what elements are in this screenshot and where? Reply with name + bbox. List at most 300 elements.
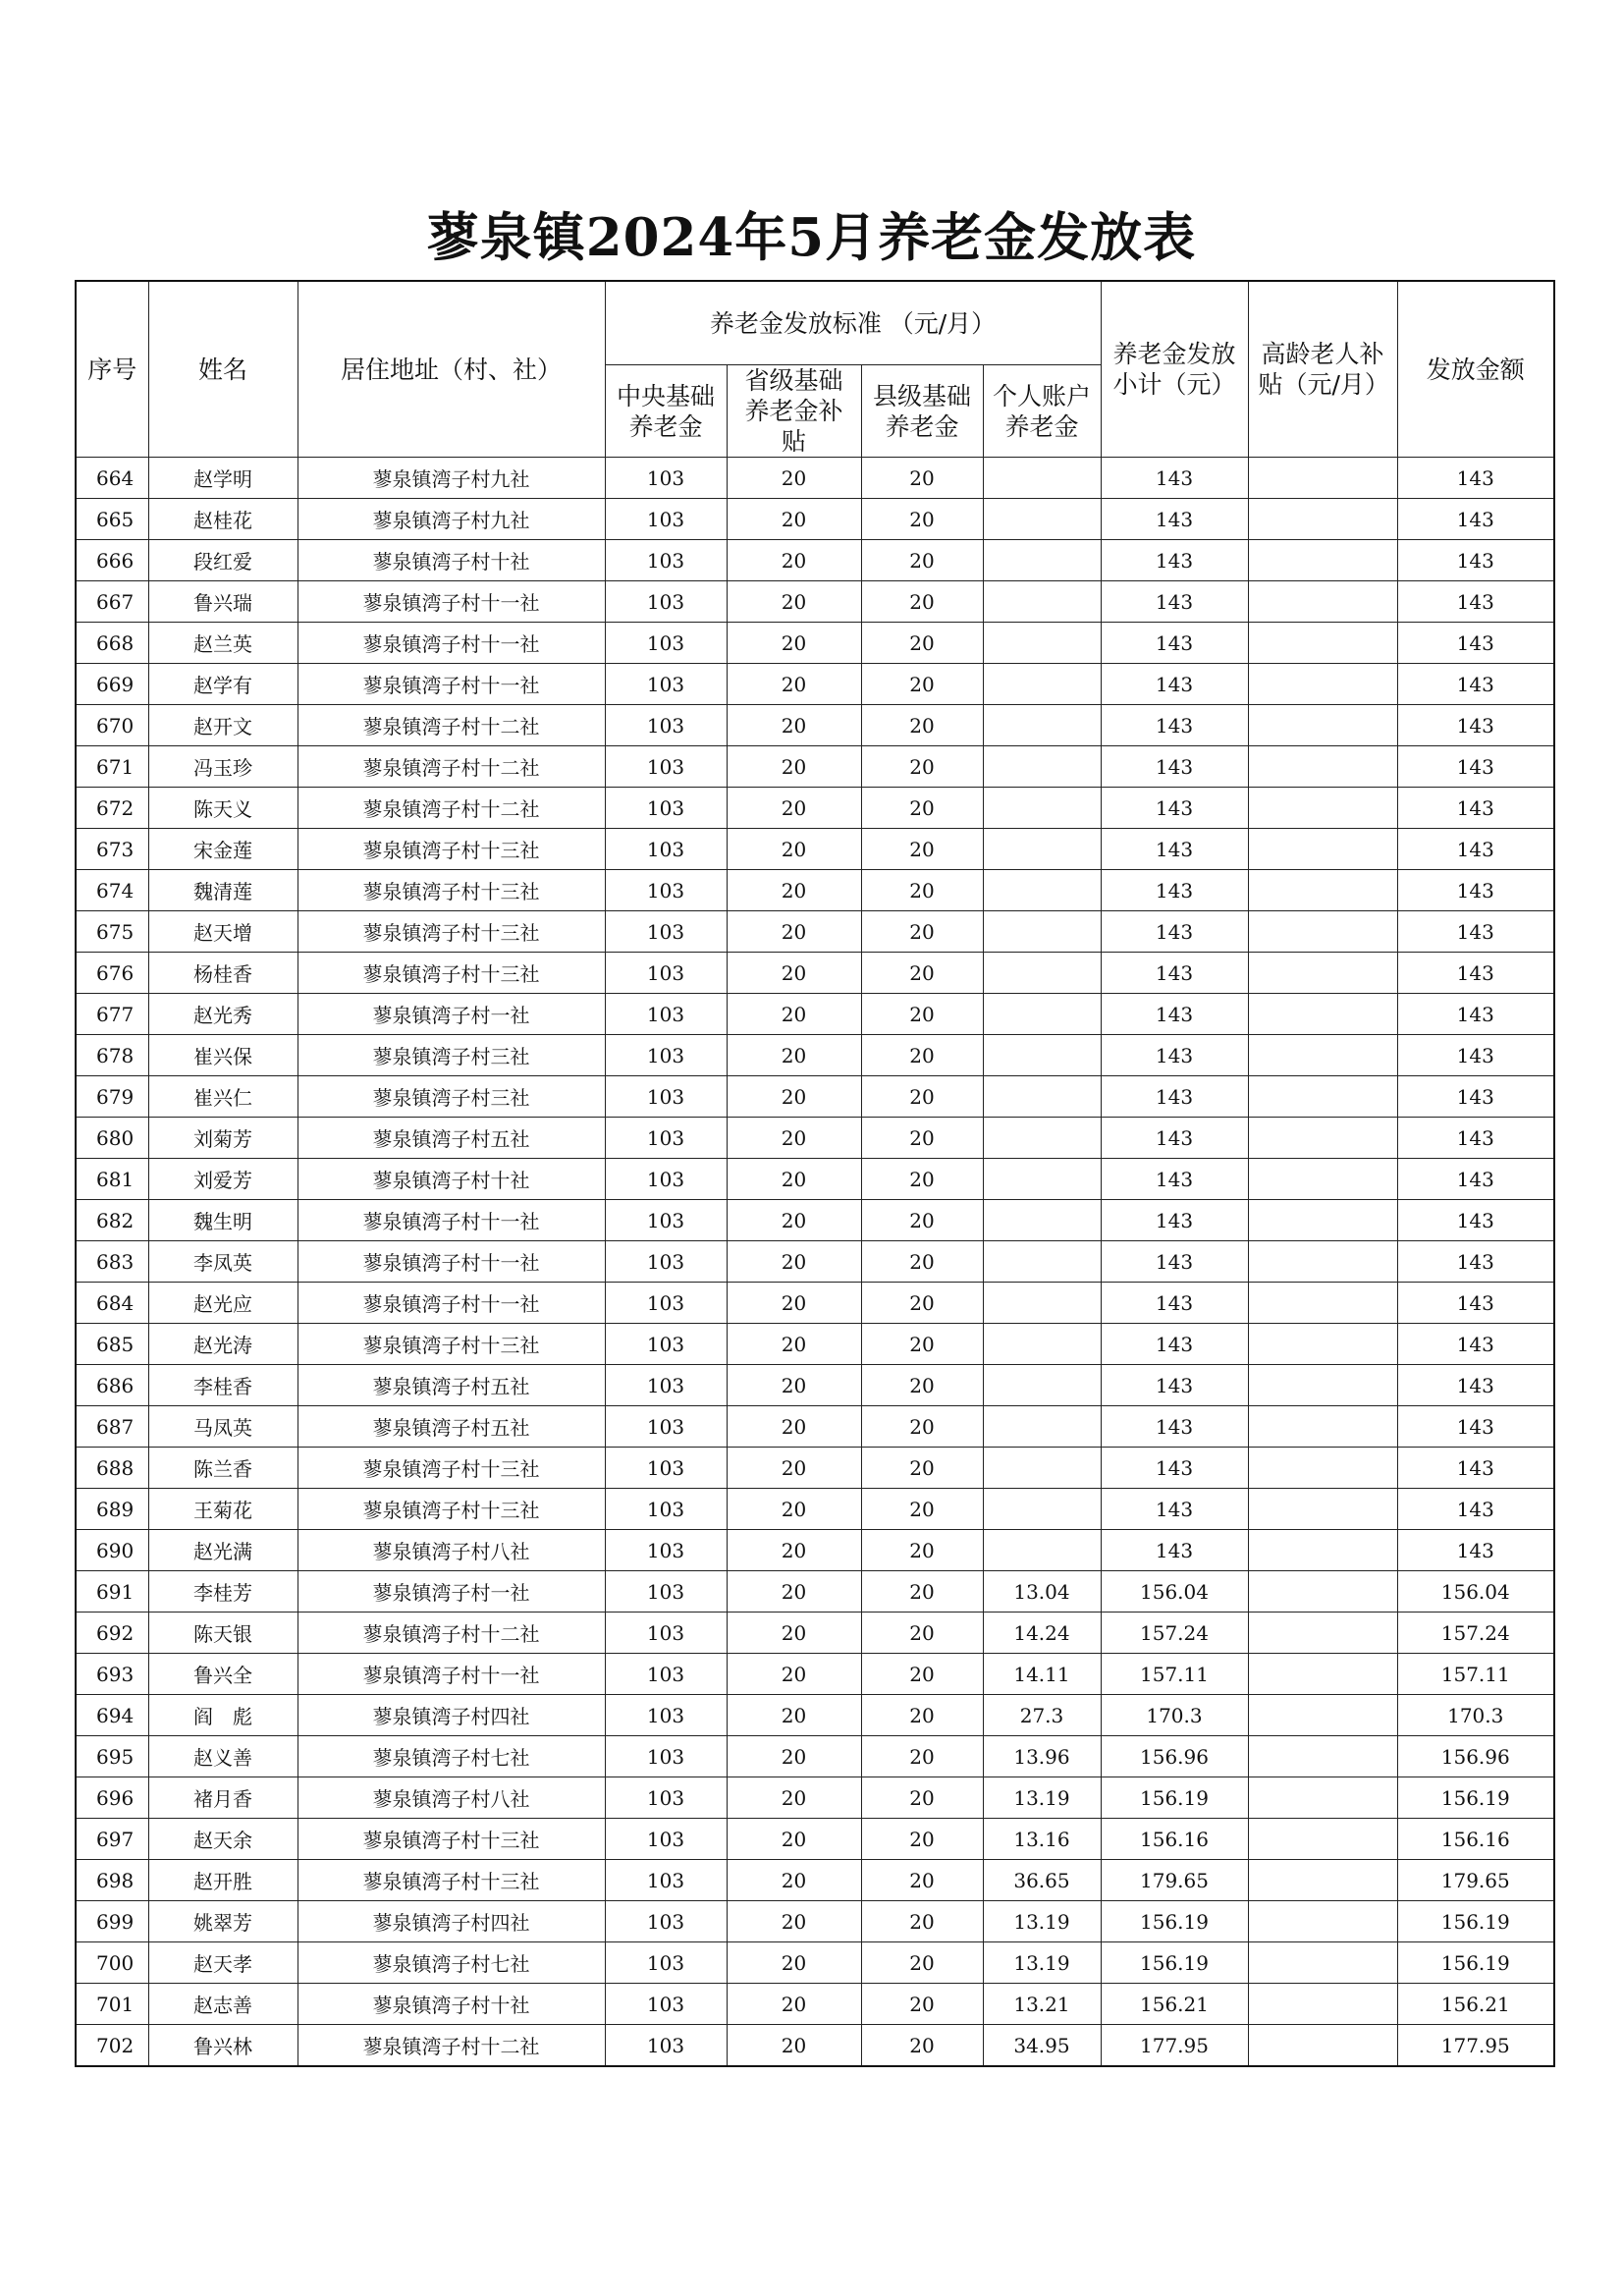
cell-elderly: [1248, 1283, 1397, 1324]
cell-seq: 699: [76, 1901, 148, 1942]
cell-personal: 34.95: [983, 2025, 1101, 2067]
cell-provincial: 20: [727, 788, 861, 829]
cell-provincial: 20: [727, 1241, 861, 1283]
cell-central: 103: [605, 2025, 727, 2067]
cell-seq: 665: [76, 499, 148, 540]
cell-central: 103: [605, 1448, 727, 1489]
cell-county: 20: [861, 1200, 983, 1241]
cell-personal: [983, 458, 1101, 499]
header-provincial: 省级基础养老金补贴: [727, 365, 861, 458]
table-row: [76, 1035, 1554, 1076]
cell-amount: 143: [1397, 1283, 1554, 1324]
cell-name: 赵光秀: [148, 994, 298, 1035]
page-title: 蓼泉镇2024年5月养老金发放表: [426, 207, 1197, 268]
cell-subtotal: 143: [1101, 1283, 1248, 1324]
cell-elderly: [1248, 1035, 1397, 1076]
cell-county: 20: [861, 1241, 983, 1283]
cell-address: 蓼泉镇湾子村十一社: [298, 1241, 605, 1283]
cell-central: 103: [605, 1035, 727, 1076]
cell-elderly: [1248, 1241, 1397, 1283]
cell-elderly: [1248, 1613, 1397, 1654]
cell-county: 20: [861, 1860, 983, 1901]
cell-personal: [983, 540, 1101, 581]
cell-central: 103: [605, 1901, 727, 1942]
cell-elderly: [1248, 1777, 1397, 1819]
table-row: [76, 1984, 1554, 2025]
cell-seq: 683: [76, 1241, 148, 1283]
cell-seq: 664: [76, 458, 148, 499]
cell-amount: 156.19: [1397, 1901, 1554, 1942]
cell-county: 20: [861, 1365, 983, 1406]
cell-name: 赵天增: [148, 911, 298, 953]
cell-seq: 688: [76, 1448, 148, 1489]
cell-personal: 14.24: [983, 1613, 1101, 1654]
table-row: [76, 1406, 1554, 1448]
cell-amount: 143: [1397, 458, 1554, 499]
cell-personal: 13.96: [983, 1736, 1101, 1777]
cell-provincial: 20: [727, 540, 861, 581]
cell-seq: 691: [76, 1571, 148, 1613]
cell-provincial: 20: [727, 870, 861, 911]
cell-elderly: [1248, 994, 1397, 1035]
cell-name: 鲁兴全: [148, 1654, 298, 1695]
cell-elderly: [1248, 829, 1397, 870]
cell-seq: 674: [76, 870, 148, 911]
cell-seq: 676: [76, 953, 148, 994]
cell-name: 赵桂花: [148, 499, 298, 540]
cell-subtotal: 179.65: [1101, 1860, 1248, 1901]
cell-address: 蓼泉镇湾子村十三社: [298, 1324, 605, 1365]
cell-provincial: 20: [727, 746, 861, 788]
table-row: [76, 953, 1554, 994]
cell-subtotal: 143: [1101, 664, 1248, 705]
cell-county: 20: [861, 1654, 983, 1695]
cell-provincial: 20: [727, 1118, 861, 1159]
cell-subtotal: 143: [1101, 953, 1248, 994]
cell-seq: 686: [76, 1365, 148, 1406]
cell-subtotal: 143: [1101, 1489, 1248, 1530]
cell-seq: 690: [76, 1530, 148, 1571]
cell-address: 蓼泉镇湾子村七社: [298, 1942, 605, 1984]
cell-county: 20: [861, 1159, 983, 1200]
table-row: [76, 540, 1554, 581]
cell-personal: 13.21: [983, 1984, 1101, 2025]
table-row: [76, 1076, 1554, 1118]
cell-amount: 143: [1397, 1324, 1554, 1365]
cell-seq: 694: [76, 1695, 148, 1736]
cell-provincial: 20: [727, 1819, 861, 1860]
cell-central: 103: [605, 1613, 727, 1654]
cell-county: 20: [861, 1901, 983, 1942]
cell-subtotal: 143: [1101, 581, 1248, 623]
cell-subtotal: 143: [1101, 829, 1248, 870]
table-row: [76, 458, 1554, 499]
cell-central: 103: [605, 1777, 727, 1819]
cell-personal: [983, 911, 1101, 953]
cell-provincial: 20: [727, 499, 861, 540]
cell-amount: 143: [1397, 1118, 1554, 1159]
cell-county: 20: [861, 1530, 983, 1571]
cell-amount: 179.65: [1397, 1860, 1554, 1901]
cell-name: 赵学明: [148, 458, 298, 499]
cell-county: 20: [861, 911, 983, 953]
cell-seq: 692: [76, 1613, 148, 1654]
cell-address: 蓼泉镇湾子村十三社: [298, 1489, 605, 1530]
cell-personal: [983, 664, 1101, 705]
cell-amount: 143: [1397, 1448, 1554, 1489]
cell-name: 段红爱: [148, 540, 298, 581]
cell-address: 蓼泉镇湾子村五社: [298, 1118, 605, 1159]
cell-subtotal: 170.3: [1101, 1695, 1248, 1736]
cell-name: 赵义善: [148, 1736, 298, 1777]
table-row: [76, 1736, 1554, 1777]
cell-amount: 143: [1397, 623, 1554, 664]
cell-county: 20: [861, 1448, 983, 1489]
cell-personal: 36.65: [983, 1860, 1101, 1901]
cell-subtotal: 156.19: [1101, 1901, 1248, 1942]
cell-name: 赵天余: [148, 1819, 298, 1860]
cell-provincial: 20: [727, 1365, 861, 1406]
cell-name: 赵天孝: [148, 1942, 298, 1984]
cell-county: 20: [861, 870, 983, 911]
cell-personal: 14.11: [983, 1654, 1101, 1695]
cell-name: 杨桂香: [148, 953, 298, 994]
cell-provincial: 20: [727, 1571, 861, 1613]
cell-seq: 685: [76, 1324, 148, 1365]
cell-seq: 680: [76, 1118, 148, 1159]
cell-address: 蓼泉镇湾子村四社: [298, 1695, 605, 1736]
cell-provincial: 20: [727, 1035, 861, 1076]
cell-subtotal: 156.16: [1101, 1819, 1248, 1860]
table-row: [76, 1241, 1554, 1283]
cell-central: 103: [605, 829, 727, 870]
cell-seq: 681: [76, 1159, 148, 1200]
cell-personal: [983, 1241, 1101, 1283]
cell-subtotal: 143: [1101, 1365, 1248, 1406]
cell-subtotal: 156.19: [1101, 1942, 1248, 1984]
cell-name: 鲁兴瑞: [148, 581, 298, 623]
cell-seq: 687: [76, 1406, 148, 1448]
cell-subtotal: 143: [1101, 1200, 1248, 1241]
cell-county: 20: [861, 1283, 983, 1324]
cell-central: 103: [605, 1571, 727, 1613]
cell-provincial: 20: [727, 953, 861, 994]
cell-elderly: [1248, 1489, 1397, 1530]
cell-provincial: 20: [727, 1777, 861, 1819]
cell-subtotal: 143: [1101, 1448, 1248, 1489]
cell-central: 103: [605, 1076, 727, 1118]
cell-personal: [983, 1324, 1101, 1365]
cell-amount: 143: [1397, 1530, 1554, 1571]
cell-county: 20: [861, 1695, 983, 1736]
table-row: [76, 1613, 1554, 1654]
cell-elderly: [1248, 870, 1397, 911]
cell-central: 103: [605, 1942, 727, 1984]
table-row: [76, 1365, 1554, 1406]
cell-seq: 672: [76, 788, 148, 829]
cell-subtotal: 143: [1101, 1076, 1248, 1118]
cell-address: 蓼泉镇湾子村十三社: [298, 829, 605, 870]
cell-central: 103: [605, 1365, 727, 1406]
cell-provincial: 20: [727, 1530, 861, 1571]
cell-provincial: 20: [727, 2025, 861, 2067]
cell-elderly: [1248, 1736, 1397, 1777]
cell-amount: 143: [1397, 1159, 1554, 1200]
table-row: [76, 2025, 1554, 2067]
cell-subtotal: 143: [1101, 540, 1248, 581]
cell-personal: [983, 623, 1101, 664]
table-row: [76, 1571, 1554, 1613]
table-body: [76, 458, 1554, 2067]
cell-personal: [983, 1118, 1101, 1159]
table-row: [76, 746, 1554, 788]
cell-central: 103: [605, 1200, 727, 1241]
cell-name: 崔兴仁: [148, 1076, 298, 1118]
cell-subtotal: 143: [1101, 1035, 1248, 1076]
cell-amount: 143: [1397, 746, 1554, 788]
table-row: [76, 705, 1554, 746]
cell-provincial: 20: [727, 1901, 861, 1942]
table-row: [76, 1489, 1554, 1530]
cell-amount: 156.19: [1397, 1777, 1554, 1819]
cell-county: 20: [861, 1035, 983, 1076]
cell-subtotal: 143: [1101, 623, 1248, 664]
cell-provincial: 20: [727, 1159, 861, 1200]
cell-subtotal: 156.96: [1101, 1736, 1248, 1777]
cell-elderly: [1248, 953, 1397, 994]
cell-county: 20: [861, 458, 983, 499]
cell-elderly: [1248, 746, 1397, 788]
cell-subtotal: 143: [1101, 994, 1248, 1035]
cell-personal: [983, 581, 1101, 623]
cell-seq: 673: [76, 829, 148, 870]
cell-central: 103: [605, 1984, 727, 2025]
cell-elderly: [1248, 1695, 1397, 1736]
cell-central: 103: [605, 458, 727, 499]
cell-seq: 682: [76, 1200, 148, 1241]
cell-elderly: [1248, 1200, 1397, 1241]
cell-address: 蓼泉镇湾子村十一社: [298, 664, 605, 705]
cell-provincial: 20: [727, 1448, 861, 1489]
cell-address: 蓼泉镇湾子村五社: [298, 1365, 605, 1406]
cell-elderly: [1248, 1860, 1397, 1901]
cell-amount: 156.04: [1397, 1571, 1554, 1613]
cell-central: 103: [605, 953, 727, 994]
cell-elderly: [1248, 1984, 1397, 2025]
cell-seq: 670: [76, 705, 148, 746]
cell-central: 103: [605, 1241, 727, 1283]
table-row: [76, 1942, 1554, 1984]
cell-provincial: 20: [727, 994, 861, 1035]
cell-name: 赵志善: [148, 1984, 298, 2025]
cell-seq: 669: [76, 664, 148, 705]
table-row: [76, 829, 1554, 870]
cell-seq: 668: [76, 623, 148, 664]
table-row: [76, 870, 1554, 911]
cell-subtotal: 143: [1101, 1530, 1248, 1571]
cell-county: 20: [861, 705, 983, 746]
cell-central: 103: [605, 1324, 727, 1365]
cell-central: 103: [605, 1695, 727, 1736]
cell-county: 20: [861, 1118, 983, 1159]
table-row: [76, 499, 1554, 540]
cell-amount: 143: [1397, 1035, 1554, 1076]
cell-provincial: 20: [727, 1860, 861, 1901]
header-county: 县级基础养老金: [861, 365, 983, 458]
cell-personal: [983, 746, 1101, 788]
cell-elderly: [1248, 1159, 1397, 1200]
cell-subtotal: 156.19: [1101, 1777, 1248, 1819]
cell-name: 赵开胜: [148, 1860, 298, 1901]
cell-central: 103: [605, 1406, 727, 1448]
cell-personal: 13.04: [983, 1571, 1101, 1613]
cell-elderly: [1248, 1365, 1397, 1406]
cell-personal: 13.19: [983, 1777, 1101, 1819]
cell-personal: [983, 1076, 1101, 1118]
cell-amount: 143: [1397, 499, 1554, 540]
cell-provincial: 20: [727, 1613, 861, 1654]
cell-county: 20: [861, 829, 983, 870]
cell-address: 蓼泉镇湾子村十三社: [298, 1860, 605, 1901]
cell-seq: 701: [76, 1984, 148, 2025]
table-row: [76, 1654, 1554, 1695]
cell-elderly: [1248, 1076, 1397, 1118]
cell-address: 蓼泉镇湾子村四社: [298, 1901, 605, 1942]
table-row: [76, 1200, 1554, 1241]
cell-name: 阎 彪: [148, 1695, 298, 1736]
cell-address: 蓼泉镇湾子村十一社: [298, 623, 605, 664]
cell-seq: 693: [76, 1654, 148, 1695]
cell-elderly: [1248, 581, 1397, 623]
header-address: 居住地址（村、社）: [298, 281, 605, 458]
cell-address: 蓼泉镇湾子村十三社: [298, 1448, 605, 1489]
cell-amount: 156.21: [1397, 1984, 1554, 2025]
cell-personal: [983, 953, 1101, 994]
cell-personal: 13.19: [983, 1901, 1101, 1942]
cell-personal: [983, 1406, 1101, 1448]
cell-personal: [983, 1200, 1101, 1241]
table-row: [76, 581, 1554, 623]
cell-name: 陈天义: [148, 788, 298, 829]
cell-address: 蓼泉镇湾子村三社: [298, 1035, 605, 1076]
cell-amount: 156.96: [1397, 1736, 1554, 1777]
cell-amount: 143: [1397, 1076, 1554, 1118]
cell-county: 20: [861, 499, 983, 540]
cell-elderly: [1248, 458, 1397, 499]
cell-address: 蓼泉镇湾子村十一社: [298, 581, 605, 623]
cell-address: 蓼泉镇湾子村十二社: [298, 2025, 605, 2067]
cell-amount: 143: [1397, 953, 1554, 994]
table-row: [76, 664, 1554, 705]
cell-county: 20: [861, 664, 983, 705]
cell-address: 蓼泉镇湾子村十三社: [298, 953, 605, 994]
table-row: [76, 911, 1554, 953]
cell-seq: 666: [76, 540, 148, 581]
cell-provincial: 20: [727, 1076, 861, 1118]
cell-provincial: 20: [727, 1406, 861, 1448]
cell-personal: [983, 499, 1101, 540]
cell-provincial: 20: [727, 1736, 861, 1777]
table-row: [76, 788, 1554, 829]
cell-county: 20: [861, 1819, 983, 1860]
cell-seq: 698: [76, 1860, 148, 1901]
cell-amount: 143: [1397, 1200, 1554, 1241]
cell-name: 崔兴保: [148, 1035, 298, 1076]
cell-name: 王菊花: [148, 1489, 298, 1530]
table-row: [76, 1283, 1554, 1324]
cell-subtotal: 143: [1101, 911, 1248, 953]
table-row: [76, 1159, 1554, 1200]
pension-table: [75, 280, 1555, 2067]
cell-subtotal: 157.24: [1101, 1613, 1248, 1654]
cell-address: 蓼泉镇湾子村十三社: [298, 911, 605, 953]
cell-amount: 143: [1397, 581, 1554, 623]
cell-address: 蓼泉镇湾子村十三社: [298, 870, 605, 911]
header-standard-group: 养老金发放标准 （元/月）: [605, 281, 1101, 365]
cell-central: 103: [605, 911, 727, 953]
cell-subtotal: 143: [1101, 1118, 1248, 1159]
table-row: [76, 1324, 1554, 1365]
cell-provincial: 20: [727, 664, 861, 705]
cell-subtotal: 143: [1101, 705, 1248, 746]
cell-name: 赵开文: [148, 705, 298, 746]
header-personal: 个人账户养老金: [983, 365, 1101, 458]
cell-elderly: [1248, 1324, 1397, 1365]
cell-amount: 170.3: [1397, 1695, 1554, 1736]
cell-seq: 697: [76, 1819, 148, 1860]
cell-seq: 702: [76, 2025, 148, 2067]
table-row: [76, 1530, 1554, 1571]
cell-address: 蓼泉镇湾子村十社: [298, 1159, 605, 1200]
cell-county: 20: [861, 581, 983, 623]
cell-name: 赵兰英: [148, 623, 298, 664]
cell-seq: 671: [76, 746, 148, 788]
cell-subtotal: 177.95: [1101, 2025, 1248, 2067]
cell-personal: [983, 829, 1101, 870]
cell-subtotal: 143: [1101, 499, 1248, 540]
cell-county: 20: [861, 788, 983, 829]
header-central: 中央基础养老金: [605, 365, 727, 458]
cell-amount: 143: [1397, 994, 1554, 1035]
cell-name: 李凤英: [148, 1241, 298, 1283]
cell-amount: 143: [1397, 540, 1554, 581]
cell-address: 蓼泉镇湾子村十社: [298, 1984, 605, 2025]
cell-address: 蓼泉镇湾子村十二社: [298, 788, 605, 829]
cell-amount: 143: [1397, 1365, 1554, 1406]
cell-amount: 143: [1397, 664, 1554, 705]
cell-name: 褚月香: [148, 1777, 298, 1819]
cell-county: 20: [861, 1571, 983, 1613]
cell-elderly: [1248, 1942, 1397, 1984]
cell-address: 蓼泉镇湾子村十一社: [298, 1283, 605, 1324]
cell-central: 103: [605, 1736, 727, 1777]
cell-personal: [983, 1530, 1101, 1571]
cell-elderly: [1248, 1654, 1397, 1695]
table-row: [76, 1901, 1554, 1942]
cell-county: 20: [861, 746, 983, 788]
cell-seq: 695: [76, 1736, 148, 1777]
cell-address: 蓼泉镇湾子村八社: [298, 1530, 605, 1571]
cell-central: 103: [605, 705, 727, 746]
cell-county: 20: [861, 1076, 983, 1118]
cell-address: 蓼泉镇湾子村十二社: [298, 746, 605, 788]
cell-county: 20: [861, 2025, 983, 2067]
cell-elderly: [1248, 1406, 1397, 1448]
cell-provincial: 20: [727, 911, 861, 953]
cell-seq: 667: [76, 581, 148, 623]
header-elderly-subsidy: 高龄老人补贴（元/月）: [1248, 281, 1397, 458]
header-seq: 序号: [76, 281, 148, 458]
